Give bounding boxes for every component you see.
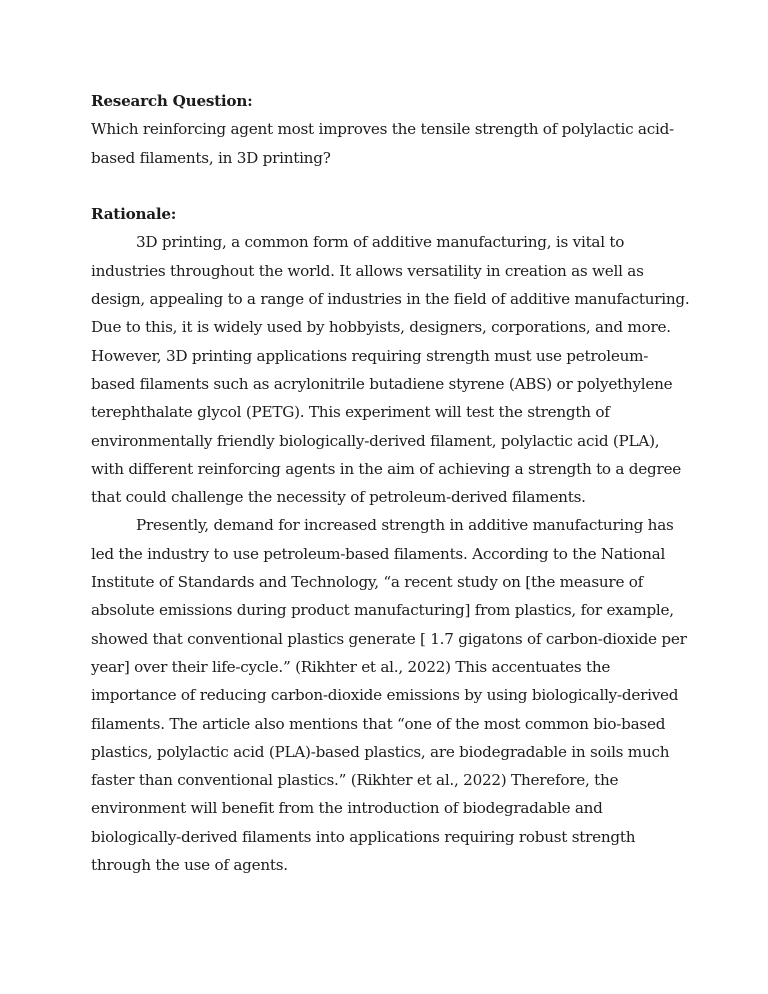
research-question-section <box>91 87 691 172</box>
rationale-paragraph-1: 3D printing, a common form of additive manufacturing, is vital to industries throughout the world. It allows versatility in creation as well as design, appealing to a range of industries in the field of additive manufacturing. Due to this, it is widely used by hobbyists, designers, corporations, and more. However, 3D printing applications requiring strength must use petroleum-based filaments such as acrylonitrile butadiene styrene (ABS) or polyethylene terephthalate glycol (PETG). This experiment will test the strength of environmentally friendly biologically-derived filament, polylactic acid (PLA), with different reinforcing agents in the aim of achieving a strength to a degree that could challenge the necessity of petroleum-derived filaments. <box>91 233 690 507</box>
section-spacer <box>91 172 691 200</box>
rationale-heading: Rationale: <box>91 205 177 224</box>
rationale-section <box>91 200 691 879</box>
research-question-text: Which reinforcing agent most improves the tensile strength of polylactic acid-based filaments, in 3D printing? <box>91 120 674 167</box>
document-page <box>91 87 691 879</box>
research-question-heading: Research Question: <box>91 92 253 110</box>
rationale-paragraph-2: Presently, demand for increased strength in additive manufacturing has led the industry to use petroleum-based filaments. According to the National Institute of Standards and Technology, “a recent study on [the measure of absolute emissions during product manufacturing] from plastics, for example, showed that conventional plastics generate [ 1.7 gigatons of carbon-dioxide per year] over their life-cycle.” (Rikhter et al., 2022) This accentuates the importance of reducing carbon-dioxide emissions by using biologically-derived filaments. The article also mentions that “one of the most common bio-based plastics, polylactic acid (PLA)-based plastics, are biodegradable in soils much faster than conventional plastics.” (Rikhter et al., 2022) Therefore, the environment will benefit from the introduction of biodegradable and biologically-derived filaments into applications requiring robust strength through the use of agents. <box>91 516 687 875</box>
